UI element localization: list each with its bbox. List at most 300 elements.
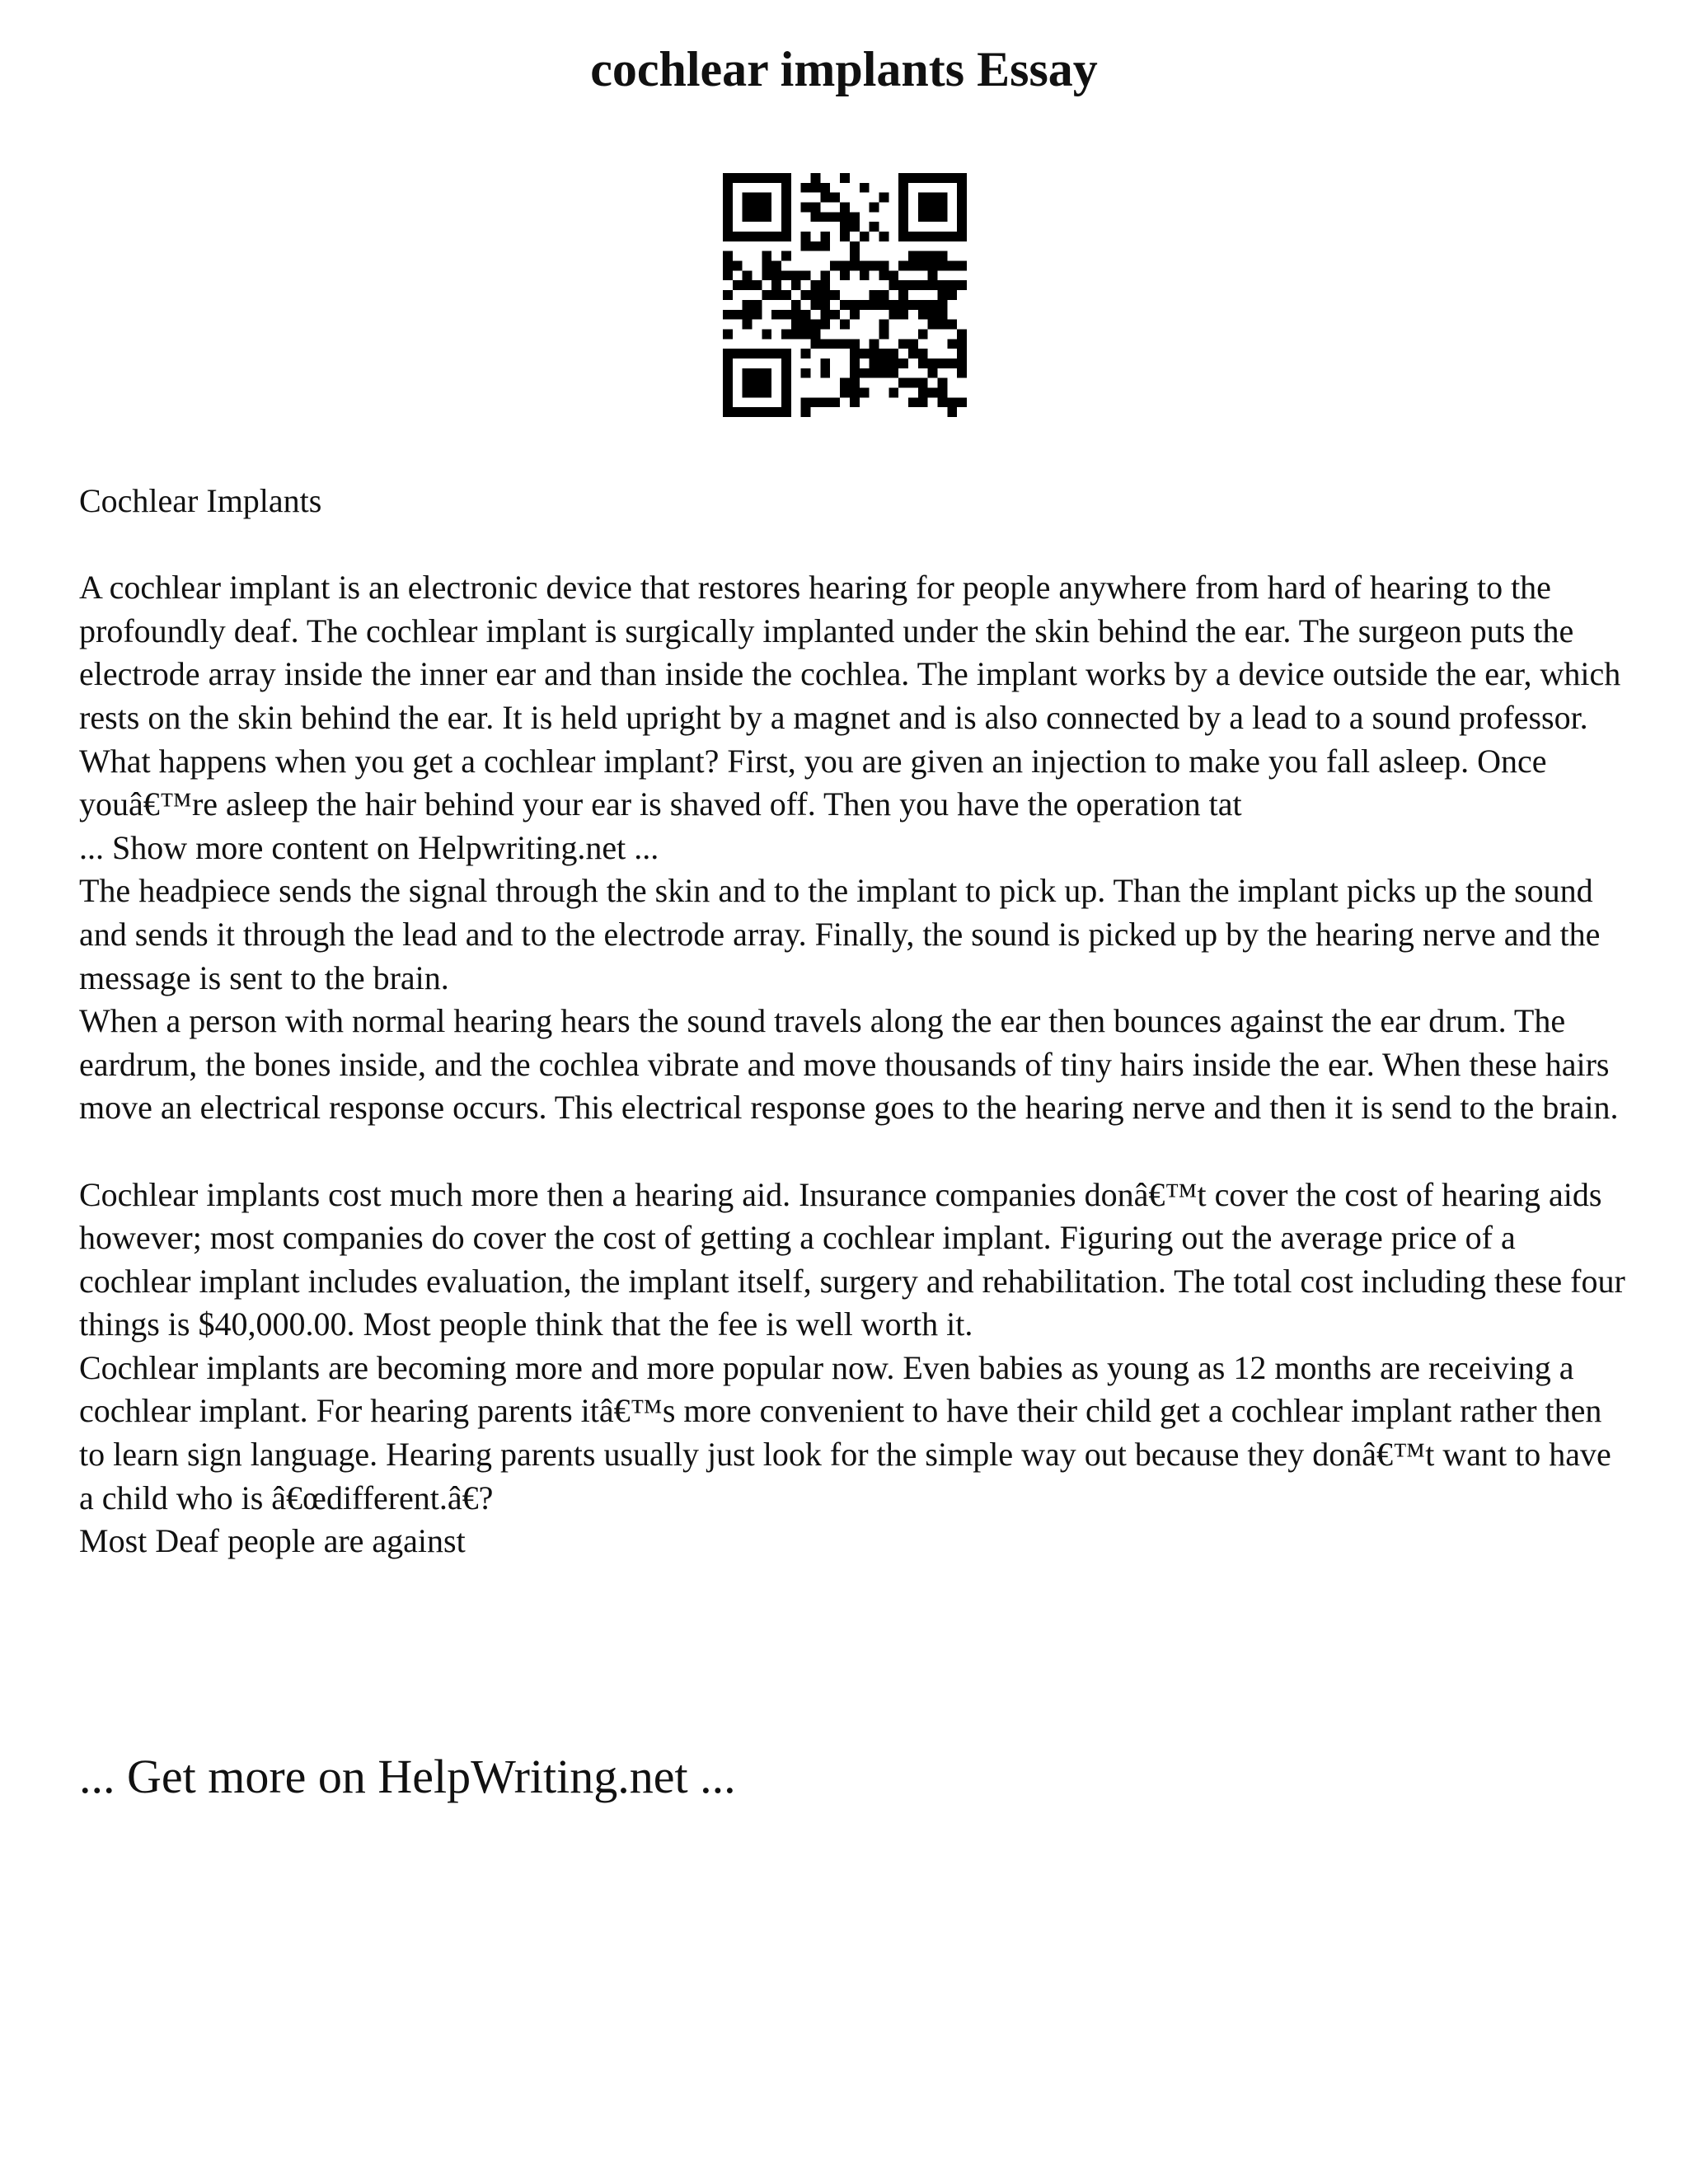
qr-module <box>850 368 860 378</box>
qr-module <box>908 397 918 407</box>
qr-module <box>918 310 928 320</box>
get-more-link[interactable]: ... Get more on HelpWriting.net ... <box>79 1750 736 1803</box>
qr-module <box>811 173 821 183</box>
qr-module <box>937 359 947 368</box>
qr-module <box>840 232 850 241</box>
qr-module <box>908 232 918 241</box>
qr-module <box>840 387 850 397</box>
qr-module <box>889 300 898 310</box>
paragraph: The headpiece sends the signal through the skin and to the implant to pick up. Than the implant picks up the sound and sends it through the lead and to the electrode array. Finally, the sound is picked up by the hearing nerve and the message is sent to the brain. <box>79 872 1601 996</box>
qr-module <box>762 329 771 339</box>
qr-module <box>937 232 947 241</box>
paragraph: Cochlear implants cost much more then a hearing aid. Insurance companies donâ€™t cover the cost of hearing aids however; most companies do cover the cost of getting a cochlear implant. Figuring out the average price of a cochlear implant includes evaluation, the implant itself, surgery and rehabilitation. The total cost including these four things is $40,000.00. Most people think that the fee is well worth it. <box>79 1175 1625 1343</box>
qr-module <box>889 368 898 378</box>
qr-module <box>840 203 850 213</box>
qr-module <box>898 222 908 232</box>
qr-module <box>781 212 791 222</box>
qr-module <box>860 270 870 280</box>
qr-module <box>947 397 957 407</box>
qr-module <box>801 232 811 241</box>
qr-module <box>870 222 879 232</box>
qr-module <box>743 368 753 378</box>
qr-module <box>889 270 898 280</box>
qr-module <box>898 183 908 193</box>
qr-module <box>801 310 811 320</box>
qr-module <box>801 290 811 300</box>
qr-module <box>928 320 938 330</box>
qr-module <box>957 193 967 203</box>
qr-module <box>898 232 908 241</box>
qr-module <box>820 280 830 290</box>
qr-module <box>898 193 908 203</box>
qr-module <box>870 349 879 359</box>
qr-module <box>928 251 938 261</box>
qr-module <box>908 339 918 349</box>
qr-module <box>957 359 967 368</box>
qr-module <box>723 173 733 183</box>
qr-module <box>801 349 811 359</box>
qr-module <box>957 183 967 193</box>
qr-module <box>840 378 850 388</box>
qr-module <box>957 203 967 213</box>
qr-module <box>733 349 743 359</box>
qr-module <box>898 280 908 290</box>
qr-module <box>947 232 957 241</box>
qr-module <box>840 173 850 183</box>
qr-module <box>801 183 811 193</box>
qr-module <box>908 251 918 261</box>
qr-module <box>937 320 947 330</box>
qr-module <box>820 193 830 203</box>
qr-module <box>781 251 791 261</box>
qr-module <box>811 280 821 290</box>
qr-module <box>928 232 938 241</box>
qr-module <box>928 368 938 378</box>
qr-module <box>830 193 840 203</box>
qr-module <box>723 349 733 359</box>
qr-module <box>928 280 938 290</box>
qr-module <box>850 212 860 222</box>
qr-module <box>743 193 753 203</box>
qr-module <box>781 359 791 368</box>
qr-module <box>811 339 821 349</box>
qr-module <box>781 270 791 280</box>
qr-module <box>957 261 967 271</box>
qr-module <box>762 193 771 203</box>
qr-module <box>918 349 928 359</box>
qr-module <box>762 251 771 261</box>
qr-module <box>937 173 947 183</box>
paragraph-spacer <box>79 523 1629 567</box>
qr-module <box>840 270 850 280</box>
qr-module <box>947 407 957 417</box>
qr-module <box>723 387 733 397</box>
qr-module <box>723 290 733 300</box>
qr-module <box>898 300 908 310</box>
qr-module <box>781 310 791 320</box>
qr-module <box>830 339 840 349</box>
qr-module <box>898 359 908 368</box>
qr-module <box>860 183 870 193</box>
qr-module <box>771 310 781 320</box>
qr-module <box>870 261 879 271</box>
qr-module <box>733 261 743 271</box>
qr-module <box>870 203 879 213</box>
qr-module <box>879 232 889 241</box>
qr-module <box>840 261 850 271</box>
qr-module <box>791 280 801 290</box>
qr-module <box>801 368 811 378</box>
qr-module <box>918 300 928 310</box>
qr-module <box>957 397 967 407</box>
qr-module <box>723 397 733 407</box>
qr-module <box>937 387 947 397</box>
qr-module <box>870 368 879 378</box>
qr-module <box>801 270 811 280</box>
qr-module <box>762 270 771 280</box>
qr-module <box>870 339 879 349</box>
qr-module <box>918 251 928 261</box>
qr-module <box>879 193 889 203</box>
qr-module <box>918 359 928 368</box>
qr-module <box>937 261 947 271</box>
qr-module <box>957 368 967 378</box>
qr-module <box>928 270 938 280</box>
qr-module <box>860 368 870 378</box>
qr-module <box>733 173 743 183</box>
qr-module <box>733 310 743 320</box>
qr-module <box>762 378 771 388</box>
qr-module <box>762 203 771 213</box>
qr-module <box>801 203 811 213</box>
qr-module <box>840 212 850 222</box>
qr-module <box>937 378 947 388</box>
qr-module <box>937 212 947 222</box>
qr-module <box>753 310 762 320</box>
qr-module <box>860 261 870 271</box>
qr-module <box>762 349 771 359</box>
qr-module <box>850 378 860 388</box>
show-more-link[interactable]: ... Show more content on Helpwriting.net ... <box>79 828 659 866</box>
qr-module <box>771 261 781 271</box>
qr-module <box>723 183 733 193</box>
qr-module <box>762 368 771 378</box>
qr-module <box>733 280 743 290</box>
qr-module <box>957 280 967 290</box>
qr-module <box>743 212 753 222</box>
qr-module <box>820 339 830 349</box>
qr-module <box>830 212 840 222</box>
qr-module <box>898 378 908 388</box>
qr-module <box>723 222 733 232</box>
qr-module <box>753 212 762 222</box>
qr-module <box>743 270 753 280</box>
qr-module <box>811 300 821 310</box>
qr-module <box>908 261 918 271</box>
qr-module <box>762 261 771 271</box>
qr-module <box>830 261 840 271</box>
qr-module <box>753 193 762 203</box>
qr-module <box>937 193 947 203</box>
qr-module <box>918 387 928 397</box>
qr-module <box>723 193 733 203</box>
qr-module <box>743 349 753 359</box>
qr-module <box>957 329 967 339</box>
qr-module <box>879 300 889 310</box>
qr-module <box>811 241 821 251</box>
qr-module <box>898 212 908 222</box>
qr-module <box>771 349 781 359</box>
qr-module <box>771 173 781 183</box>
qr-module <box>879 368 889 378</box>
qr-module <box>850 397 860 407</box>
qr-module <box>820 241 830 251</box>
qr-module <box>781 349 791 359</box>
qr-module <box>870 300 879 310</box>
qr-module <box>957 222 967 232</box>
essay-body <box>79 480 1629 1563</box>
paragraph-spacer <box>79 1130 1629 1174</box>
qr-module <box>918 280 928 290</box>
qr-module <box>830 310 840 320</box>
qr-module <box>723 232 733 241</box>
qr-module <box>879 290 889 300</box>
qr-module <box>733 407 743 417</box>
qr-module <box>723 407 733 417</box>
qr-module <box>743 378 753 388</box>
qr-module <box>947 359 957 368</box>
qr-module <box>723 359 733 368</box>
qr-module <box>781 203 791 213</box>
qr-module <box>762 290 771 300</box>
qr-module <box>889 310 898 320</box>
qr-module <box>781 290 791 300</box>
qr-module <box>850 261 860 271</box>
qr-module <box>937 280 947 290</box>
qr-module <box>840 300 850 310</box>
qr-module <box>898 173 908 183</box>
qr-module <box>820 290 830 300</box>
qr-module <box>937 310 947 320</box>
qr-module <box>840 222 850 232</box>
qr-module <box>840 339 850 349</box>
qr-module <box>879 329 889 339</box>
qr-module <box>947 173 957 183</box>
qr-module <box>762 387 771 397</box>
qr-module <box>723 212 733 222</box>
qr-module <box>879 261 889 271</box>
qr-module <box>928 310 938 320</box>
qr-module <box>947 339 957 349</box>
qr-module <box>850 310 860 320</box>
qr-module <box>850 359 860 368</box>
qr-module <box>918 329 928 339</box>
qr-module <box>723 251 733 261</box>
qr-module <box>918 173 928 183</box>
qr-module <box>801 320 811 330</box>
qr-module <box>743 310 753 320</box>
qr-module <box>723 261 733 271</box>
qr-module <box>811 290 821 300</box>
qr-module <box>860 387 870 397</box>
qr-module <box>811 212 821 222</box>
qr-module <box>781 397 791 407</box>
qr-module <box>850 349 860 359</box>
qr-module <box>753 232 762 241</box>
qr-module <box>791 310 801 320</box>
qr-module <box>762 232 771 241</box>
qr-module <box>771 270 781 280</box>
qr-module <box>850 300 860 310</box>
qr-module <box>870 359 879 368</box>
qr-module <box>937 251 947 261</box>
qr-module <box>830 290 840 300</box>
qr-module <box>830 397 840 407</box>
qr-module <box>781 173 791 183</box>
qr-module <box>928 173 938 183</box>
qr-module <box>957 232 967 241</box>
qr-module <box>820 300 830 310</box>
qr-module <box>820 232 830 241</box>
qr-module <box>801 397 811 407</box>
qr-module <box>820 368 830 378</box>
qr-module <box>723 203 733 213</box>
qr-module <box>781 222 791 232</box>
qr-module <box>850 241 860 251</box>
qr-module <box>743 407 753 417</box>
qr-module <box>889 359 898 368</box>
qr-module <box>889 349 898 359</box>
qr-module <box>850 387 860 397</box>
qr-module <box>937 300 947 310</box>
qr-module <box>879 349 889 359</box>
qr-module <box>889 387 898 397</box>
qr-module <box>947 261 957 271</box>
qr-module <box>791 300 801 310</box>
qr-module <box>781 368 791 378</box>
qr-module <box>850 222 860 232</box>
qr-module <box>753 407 762 417</box>
qr-module <box>937 203 947 213</box>
qr-module <box>743 280 753 290</box>
qr-module <box>723 329 733 339</box>
qr-module <box>753 349 762 359</box>
qr-module <box>771 407 781 417</box>
qr-module <box>908 173 918 183</box>
qr-module <box>743 203 753 213</box>
qr-module <box>908 349 918 359</box>
qr-module <box>947 320 957 330</box>
qr-module <box>762 212 771 222</box>
qr-module <box>928 359 938 368</box>
qr-module <box>801 407 811 417</box>
qr-module <box>743 173 753 183</box>
qr-module <box>791 320 801 330</box>
qr-module <box>918 261 928 271</box>
qr-module <box>918 232 928 241</box>
qr-module <box>928 300 938 310</box>
qr-module <box>957 173 967 183</box>
qr-module <box>733 232 743 241</box>
paragraph: Cochlear implants are becoming more and more popular now. Even babies as young as 12 months are receiving a cochlear implant. For hearing parents itâ€™s more convenient to have their child get a cochlear implant rather then to learn sign language. Hearing parents usually just look for the simple way out because they donâ€™t want to have a child who is â€œdifferent.â€? <box>79 1348 1611 1516</box>
qr-module <box>771 232 781 241</box>
qr-module <box>801 241 811 251</box>
qr-module <box>879 359 889 368</box>
qr-module <box>928 261 938 271</box>
qr-module <box>791 270 801 280</box>
paragraph: What happens when you get a cochlear implant? First, you are given an injection to make you fall asleep. Once youâ€™re asleep the hair behind your ear is shaved off. Then you have the operation tat <box>79 742 1547 823</box>
qr-module <box>743 300 753 310</box>
qr-module <box>820 397 830 407</box>
qr-module <box>937 397 947 407</box>
qr-module <box>898 203 908 213</box>
qr-module <box>781 407 791 417</box>
qr-module <box>771 280 781 290</box>
qr-module <box>781 378 791 388</box>
qr-module <box>811 203 821 213</box>
qr-module <box>928 212 938 222</box>
qr-module <box>898 310 908 320</box>
qr-module <box>937 290 947 300</box>
paragraph: A cochlear implant is an electronic device that restores hearing for people anywhere from hard of hearing to the profoundly deaf. The cochlear implant is surgically implanted under the skin behind the ear. The surgeon puts the electrode array inside the inner ear and than inside the cochlea. The implant works by a device outside the ear, which rests on the skin behind the ear. It is held upright by a magnet and is also connected by a lead to a sound professor. <box>79 569 1621 736</box>
qr-module <box>957 212 967 222</box>
qr-module <box>889 280 898 290</box>
qr-module <box>947 280 957 290</box>
qr-module <box>918 203 928 213</box>
qr-module <box>753 378 762 388</box>
qr-module <box>898 261 908 271</box>
qr-module <box>811 183 821 193</box>
qr-module <box>781 183 791 193</box>
qr-code <box>723 173 967 417</box>
qr-module <box>870 290 879 300</box>
qr-module <box>957 339 967 349</box>
qr-module <box>957 349 967 359</box>
qr-module <box>947 290 957 300</box>
qr-module <box>753 387 762 397</box>
qr-module <box>908 378 918 388</box>
qr-module <box>908 280 918 290</box>
qr-module <box>811 329 821 339</box>
qr-module <box>753 368 762 378</box>
essay-heading: Cochlear Implants <box>79 482 322 519</box>
qr-module <box>820 212 830 222</box>
qr-module <box>791 329 801 339</box>
qr-module <box>781 329 791 339</box>
qr-module <box>762 173 771 183</box>
qr-module <box>781 232 791 241</box>
qr-module <box>771 290 781 300</box>
qr-module <box>918 193 928 203</box>
qr-module <box>860 349 870 359</box>
qr-module <box>928 387 938 397</box>
qr-module <box>928 193 938 203</box>
paragraph: When a person with normal hearing hears the sound travels along the ear then bounces against the ear drum. The eardrum, the bones inside, and the cochlea vibrate and move thousands of tiny hairs inside the ear. When these hairs move an electrical response occurs. This electrical response goes to the hearing nerve and then it is send to the brain. <box>79 1002 1619 1127</box>
qr-module <box>860 232 870 241</box>
qr-module <box>918 212 928 222</box>
qr-module <box>840 320 850 330</box>
qr-module <box>743 320 753 330</box>
qr-module <box>811 397 821 407</box>
qr-module <box>811 320 821 330</box>
qr-module <box>928 203 938 213</box>
qr-module <box>898 290 908 300</box>
qr-module <box>820 270 830 280</box>
qr-module <box>762 407 771 417</box>
qr-module <box>723 368 733 378</box>
qr-module <box>723 378 733 388</box>
qr-module <box>743 387 753 397</box>
